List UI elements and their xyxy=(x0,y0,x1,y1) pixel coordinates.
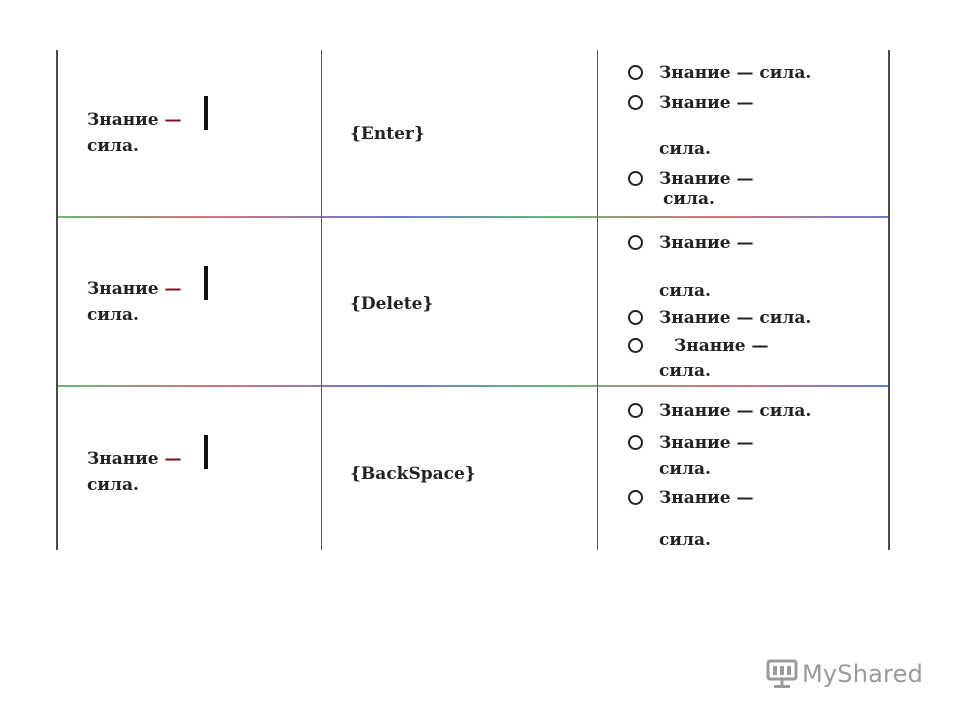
option-text: Знание — xyxy=(659,93,754,113)
sample-line-2: сила. xyxy=(87,136,139,156)
option-text-line-2: сила. xyxy=(663,189,715,209)
key-name: {Enter} xyxy=(350,124,425,144)
key-name: {BackSpace} xyxy=(350,464,476,484)
sample-dash: — xyxy=(164,110,182,130)
text-cursor-icon xyxy=(204,435,208,469)
logo-text: MyShared xyxy=(802,660,924,688)
radio-circle-icon[interactable] xyxy=(628,338,643,353)
sample-text-cell xyxy=(56,50,321,216)
sample-dash: — xyxy=(164,279,182,299)
option-text: Знание — сила. xyxy=(659,401,812,421)
radio-circle-icon[interactable] xyxy=(628,403,643,418)
sample-line-2: сила. xyxy=(87,305,139,325)
radio-circle-icon[interactable] xyxy=(628,95,643,110)
quiz-table xyxy=(56,50,892,550)
sample-word: Знание xyxy=(87,279,159,299)
sample-word: Знание xyxy=(87,449,159,469)
table-row xyxy=(56,387,892,550)
sample-word: Знание xyxy=(87,110,159,130)
option-text-line-2: сила. xyxy=(659,281,711,301)
key-cell xyxy=(322,218,597,385)
option-text-line-2: сила. xyxy=(659,530,711,550)
table-row xyxy=(56,50,892,216)
myshared-logo xyxy=(766,656,923,692)
option-text: Знание — xyxy=(659,233,754,253)
key-cell xyxy=(322,387,597,550)
option-text-line-2: сила. xyxy=(659,139,711,159)
sample-dash: — xyxy=(164,449,182,469)
options-cell xyxy=(598,50,888,216)
sample-text xyxy=(87,446,182,498)
option-text: Знание — xyxy=(674,336,769,356)
radio-circle-icon[interactable] xyxy=(628,310,643,325)
option-text-line-2: сила. xyxy=(659,459,711,479)
text-cursor-icon xyxy=(204,266,208,300)
key-cell xyxy=(322,50,597,216)
option-text: Знание — xyxy=(659,433,754,453)
key-name: {Delete} xyxy=(350,294,434,314)
radio-circle-icon[interactable] xyxy=(628,435,643,450)
radio-circle-icon[interactable] xyxy=(628,490,643,505)
sample-text xyxy=(87,276,182,328)
option-text-line-2: сила. xyxy=(659,361,711,381)
radio-circle-icon[interactable] xyxy=(628,171,643,186)
table-row xyxy=(56,218,892,385)
option-text: Знание — сила. xyxy=(659,63,812,83)
option-text: Знание — xyxy=(659,488,754,508)
option-text: Знание — сила. xyxy=(659,308,812,328)
options-cell xyxy=(598,387,888,550)
sample-text xyxy=(87,107,182,159)
option-text: Знание — xyxy=(659,169,754,189)
sample-text-cell xyxy=(56,218,321,385)
sample-text-cell xyxy=(56,387,321,550)
sample-line-2: сила. xyxy=(87,475,139,495)
projector-screen-icon xyxy=(766,658,798,690)
radio-circle-icon[interactable] xyxy=(628,65,643,80)
options-cell xyxy=(598,218,888,385)
radio-circle-icon[interactable] xyxy=(628,235,643,250)
text-cursor-icon xyxy=(204,96,208,130)
